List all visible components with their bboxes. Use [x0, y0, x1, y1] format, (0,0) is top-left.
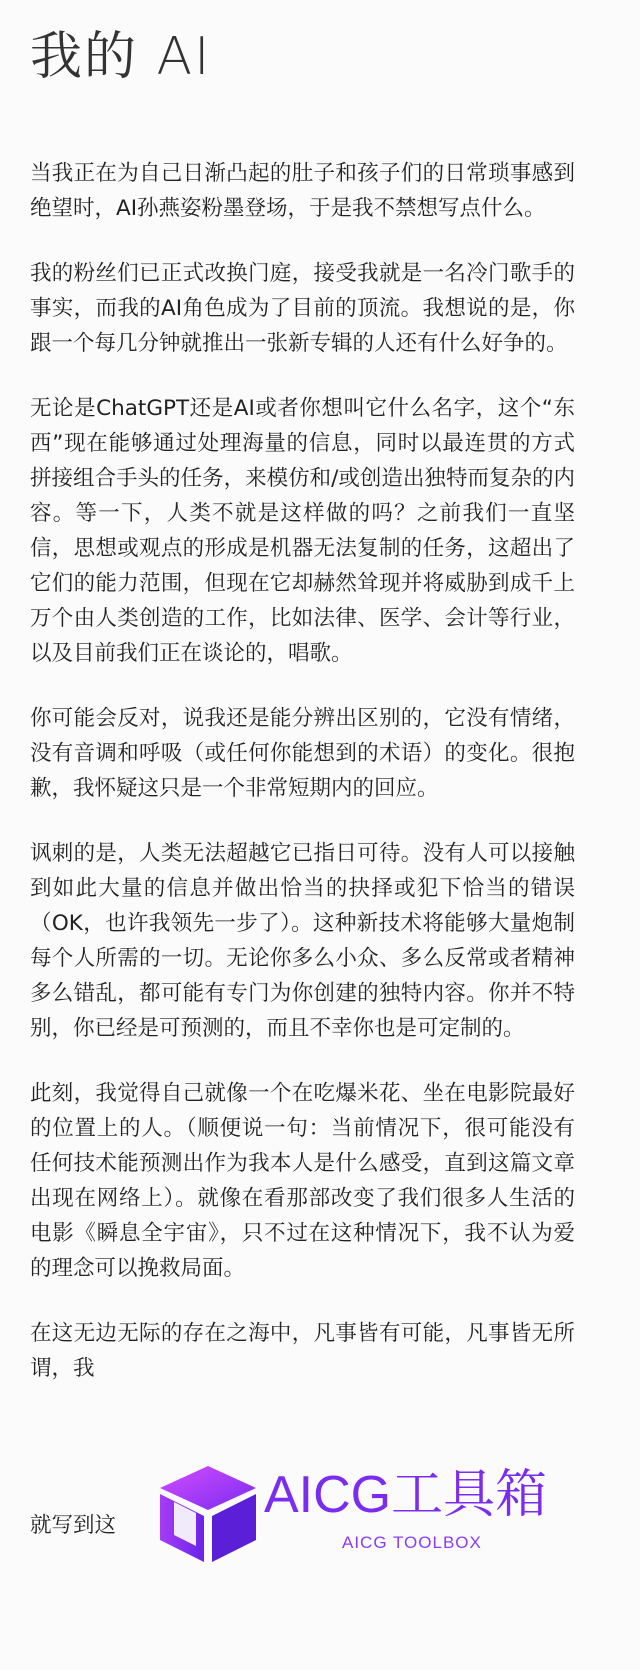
watermark [152, 1450, 622, 1610]
paragraph-2: 我的粉丝们已正式改换门庭，接受我就是一名冷门歌手的事实，而我的AI角色成为了目前的顶流。我想说的是，你跟一个每几分钟就推出一张新专辑的人还有什么好争的。 [30, 261, 575, 356]
paragraph-7: 在这无边无际的存在之海中，凡事皆有可能，凡事皆无所谓，我 [30, 1321, 575, 1381]
watermark-subtitle: AICG TOOLBOX [342, 1533, 482, 1552]
paragraph-6: 此刻，我觉得自己就像一个在吃爆米花、坐在电影院最好的位置上的人。（顺便说一句：当前情况下，很可能没有任何技术能预测出作为我本人是什么感受，直到这篇文章出现在网络上）。就像在看那部改变了我们很多人生活的电影《瞬息全宇宙》，只不过在这种情况下，我不认为爱的理念可以挽救局面。 [30, 1081, 575, 1281]
watermark-brand: AICG工具箱 [264, 1466, 548, 1524]
paragraph-1: 当我正在为自己日渐凸起的肚子和孩子们的日常琐事感到绝望时，AI孙燕姿粉墨登场，于是我不禁想写点什么。 [30, 161, 575, 221]
aicg-cube-logo-icon [152, 1458, 262, 1566]
paragraph-5: 讽刺的是，人类无法超越它已指日可待。没有人可以接触到如此大量的信息并做出恰当的抉择或犯下恰当的错误（OK，也许我领先一步了）。这种新技术将能够大量炮制每个人所需的一切。无论你多么小众、多么反常或者精神多么错乱，都可能有专门为你创建的独特内容。你并不特别，你已经是可预测的，而且不幸你也是可定制的。 [30, 841, 575, 1041]
article-body [30, 156, 575, 1416]
paragraph-3: 无论是ChatGPT还是AI或者你想叫它什么名字，这个“东西”现在能够通过处理海量的信息，同时以最连贯的方式拼接组合手头的任务，来模仿和/或创造出独特而复杂的内容。等一下，人类不就是这样做的吗？之前我们一直坚信，思想或观点的形成是机器无法复制的任务，这超出了它们的能力范围，但现在它却赫然耸现并将威胁到成千上万个由人类创造的工作，比如法律、医学、会计等行业，以及目前我们正在谈论的，唱歌。 [30, 396, 575, 666]
paragraph-4: 你可能会反对，说我还是能分辨出区别的，它没有情绪，没有音调和呼吸（或任何你能想到的术语）的变化。很抱歉，我怀疑这只是一个非常短期内的回应。 [30, 706, 575, 801]
page-title: 我的 AI [30, 27, 212, 87]
closing-line: 就写到这 [30, 1513, 117, 1538]
